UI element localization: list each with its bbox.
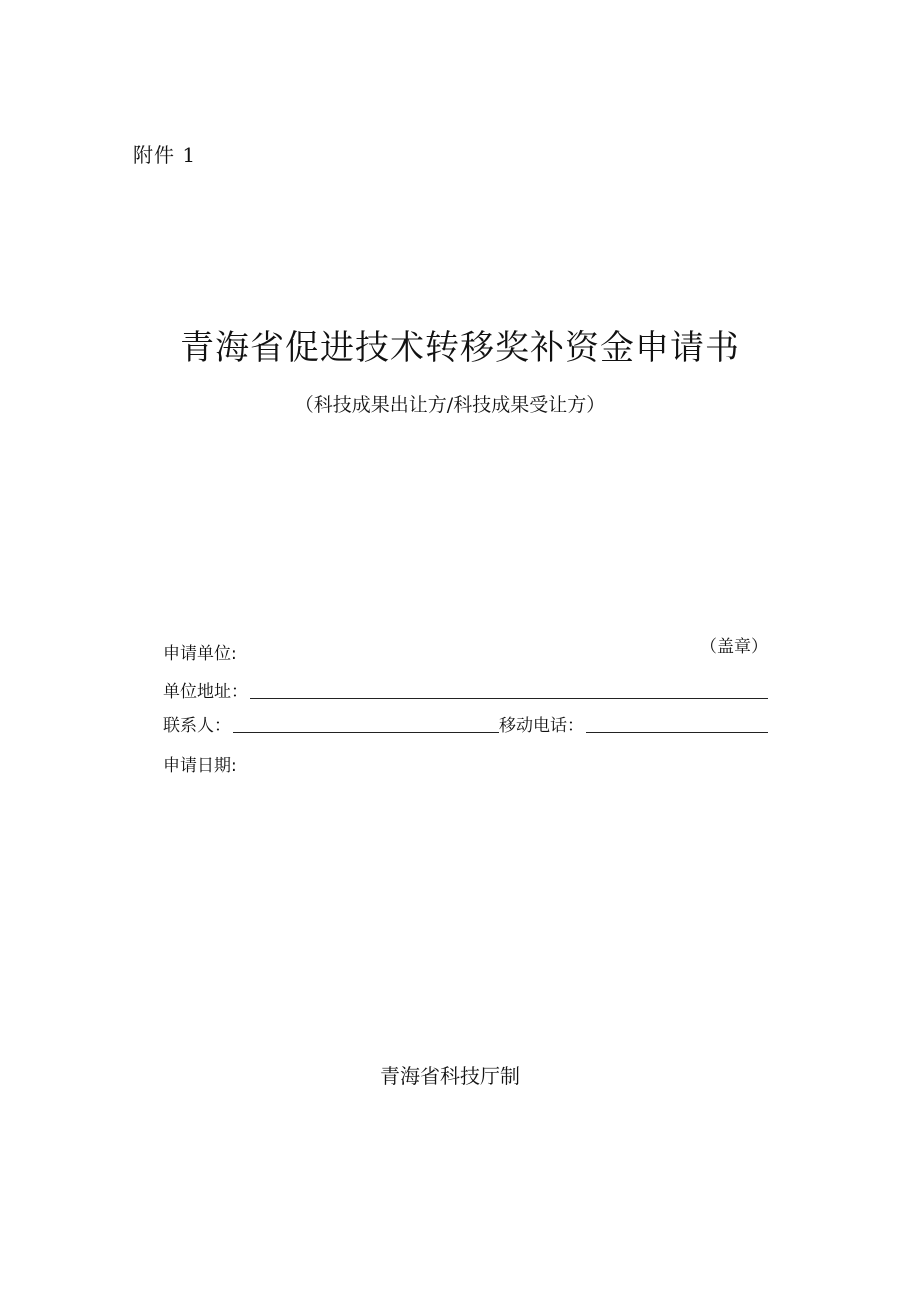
contact-row bbox=[163, 706, 768, 736]
application-date-label: 申请日期: bbox=[163, 756, 237, 776]
contact-person-field[interactable] bbox=[233, 712, 499, 733]
unit-address-row bbox=[163, 672, 768, 702]
mobile-phone-label: 移动电话： bbox=[499, 716, 584, 736]
attachment-label: 附件 1 bbox=[133, 143, 197, 167]
application-date-row bbox=[163, 746, 768, 776]
application-form bbox=[163, 632, 768, 776]
mobile-phone-field[interactable] bbox=[586, 712, 768, 733]
seal-label: （盖章） bbox=[700, 637, 768, 657]
issuer-footer: 青海省科技厅制 bbox=[380, 1064, 520, 1088]
unit-address-label: 单位地址： bbox=[163, 682, 248, 702]
applicant-unit-row bbox=[163, 632, 768, 664]
applicant-unit-label: 申请单位: bbox=[163, 644, 237, 664]
contact-person-label: 联系人： bbox=[163, 716, 231, 736]
unit-address-field[interactable] bbox=[250, 678, 768, 699]
document-title: 青海省促进技术转移奖补资金申请书 bbox=[180, 328, 740, 368]
document-subtitle: （科技成果出让方/科技成果受让方） bbox=[294, 394, 606, 416]
